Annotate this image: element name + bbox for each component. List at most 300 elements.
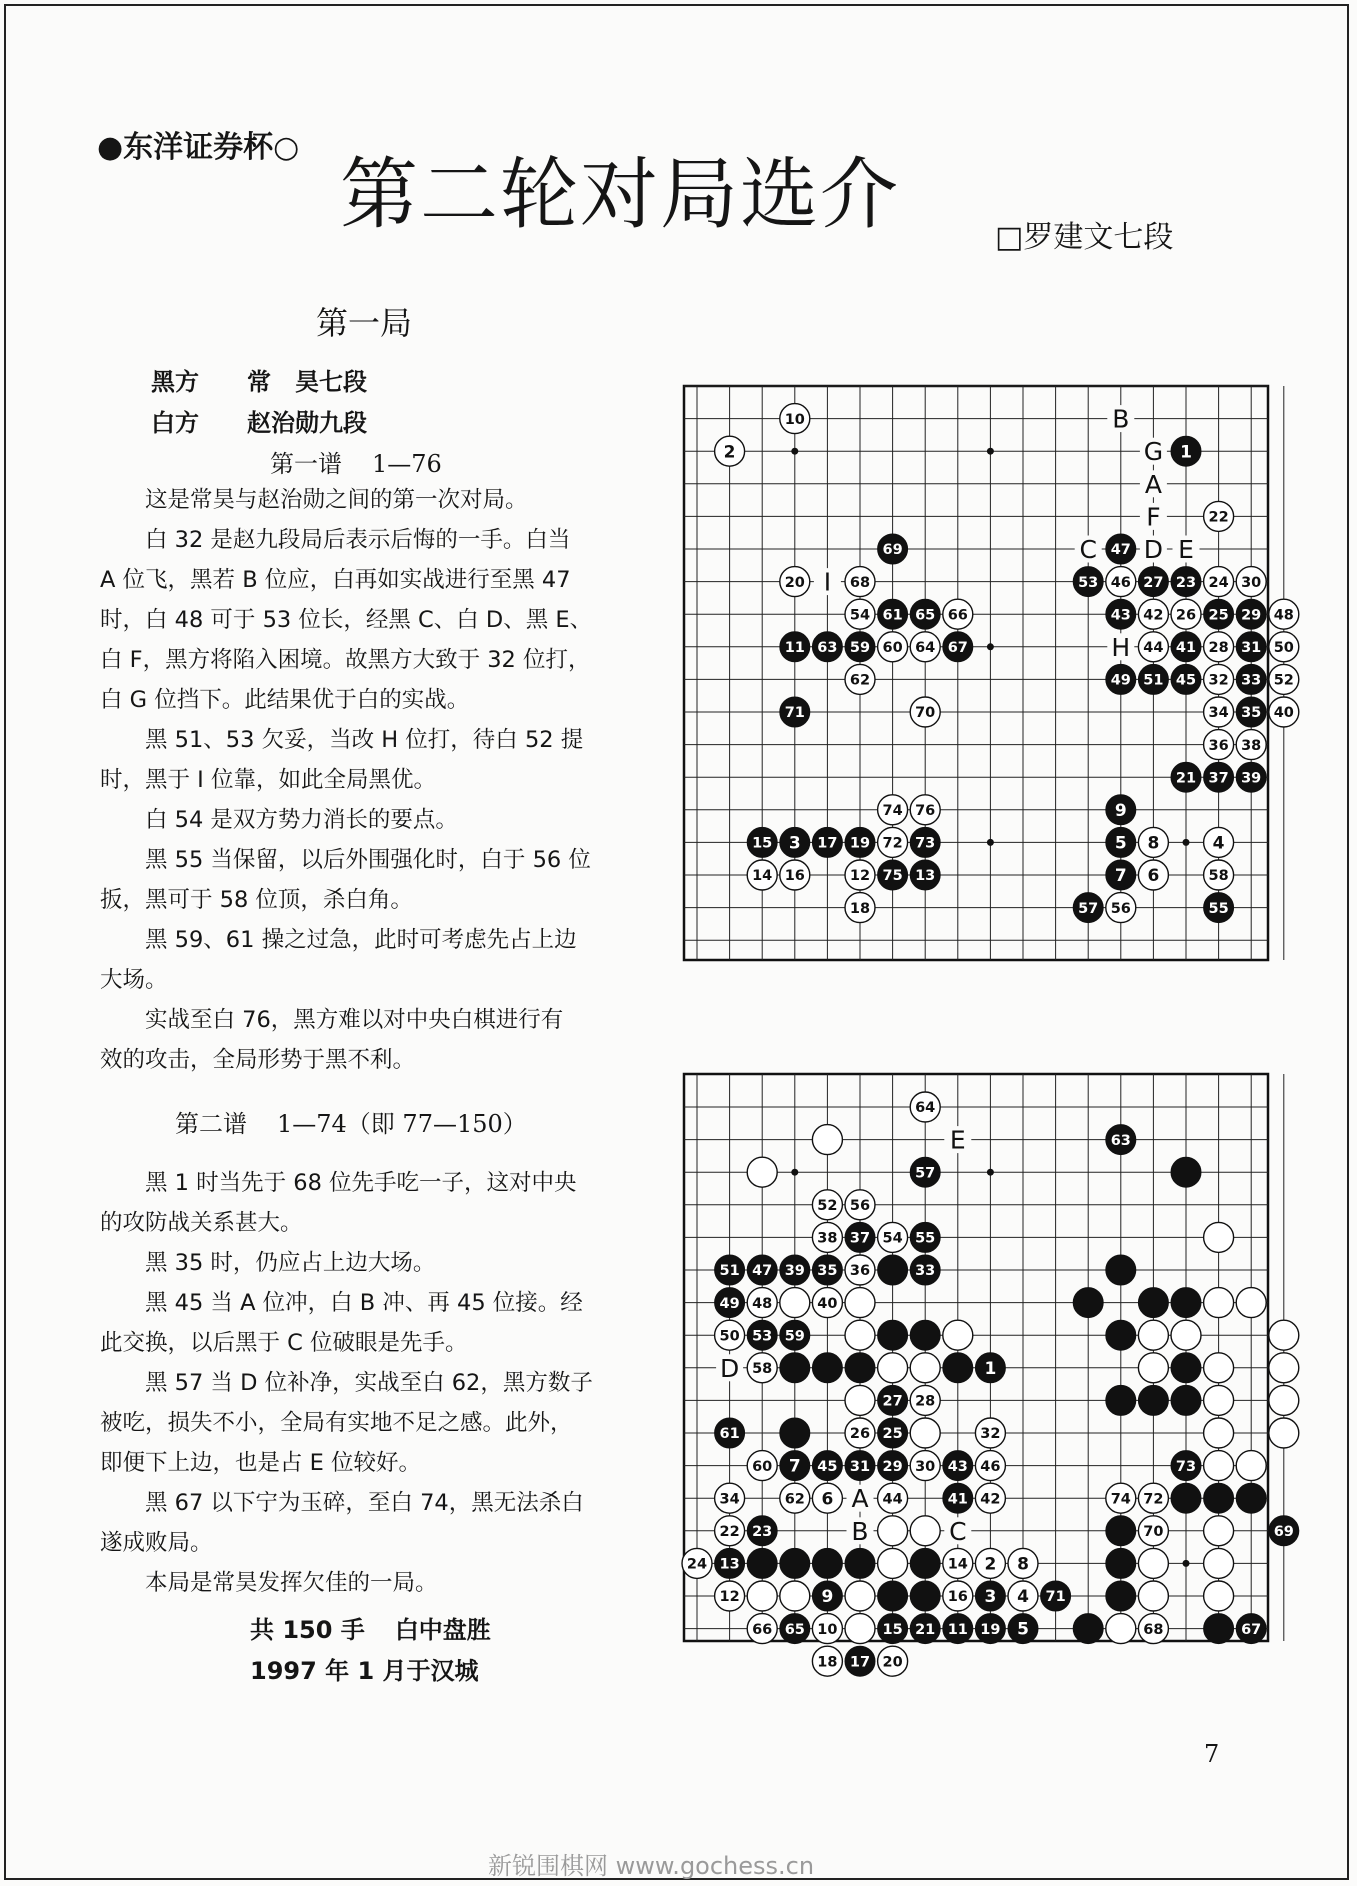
stone-label: 62 — [849, 672, 871, 689]
white-stone — [1204, 632, 1234, 662]
stone-label: 51 — [1143, 672, 1164, 689]
stone-label: 37 — [1208, 770, 1229, 787]
white-stone — [1204, 567, 1234, 597]
white-stone — [747, 1353, 777, 1383]
white-stone — [845, 1581, 875, 1611]
stone-label: 33 — [915, 1263, 936, 1280]
game-heading: 第一局 — [316, 304, 413, 342]
commentary-line: 大场。 — [100, 967, 168, 993]
black-stone — [812, 632, 842, 662]
stone-label: 32 — [1208, 672, 1229, 689]
stone-label: 43 — [947, 1458, 968, 1475]
stone-label: 11 — [784, 640, 805, 657]
stone-label: 74 — [882, 803, 903, 820]
stone-label: 57 — [915, 1165, 936, 1182]
stone-label: 5 — [1017, 1619, 1029, 1640]
stone-label: 21 — [915, 1621, 936, 1638]
white-stone — [878, 1483, 908, 1513]
white-stone — [1204, 1451, 1234, 1481]
black-stone — [943, 1483, 973, 1513]
stone-label: 60 — [752, 1458, 773, 1475]
stone-label: 36 — [849, 1263, 871, 1280]
black-stone — [1138, 1385, 1168, 1415]
white-stone — [1204, 1222, 1234, 1252]
white-stone — [1236, 1451, 1266, 1481]
black-stone — [878, 1255, 908, 1285]
stone-label: 64 — [915, 640, 936, 657]
black-stone — [975, 1353, 1005, 1383]
white-stone — [812, 1288, 842, 1318]
stone-label: 23 — [1175, 574, 1197, 591]
commentary-line: A 位飞，黑若 B 位应，白再如实战进行至黑 47 — [100, 567, 571, 593]
white-stone — [1138, 1614, 1168, 1644]
white-stone — [910, 1516, 940, 1546]
white-stone — [845, 1255, 875, 1285]
stone-label: 54 — [882, 1230, 903, 1247]
stone-label: 65 — [784, 1621, 805, 1638]
white-stone — [812, 1125, 842, 1155]
point-marker — [1140, 502, 1167, 531]
stone-label: 5 — [1114, 833, 1127, 854]
white-stone — [845, 599, 875, 629]
white-stone — [747, 1288, 777, 1318]
white-stone — [975, 1418, 1005, 1448]
white-stone — [1204, 664, 1234, 694]
stone-label: 27 — [1143, 574, 1164, 591]
black-stone — [1171, 1385, 1201, 1415]
black-stone — [1171, 762, 1201, 792]
black-stone — [910, 1581, 940, 1611]
stone-label: 39 — [784, 1263, 805, 1280]
white-stone — [1138, 1483, 1168, 1513]
white-stone — [878, 1222, 908, 1252]
stone-label: 43 — [1110, 607, 1131, 624]
white-stone — [845, 1385, 875, 1415]
black-stone — [1106, 795, 1136, 825]
page-title: 第二轮对局选介 — [340, 150, 901, 240]
stone-label: 44 — [1143, 640, 1164, 657]
stone-label: 24 — [686, 1556, 708, 1573]
white-stone — [747, 1581, 777, 1611]
white-stone — [910, 1451, 940, 1481]
black-stone — [1236, 762, 1266, 792]
go-diagram-1 — [680, 380, 1294, 980]
white-stone — [1204, 1581, 1234, 1611]
white-stone — [780, 567, 810, 597]
white-stone — [943, 1581, 973, 1611]
stone-label: 6 — [1147, 866, 1160, 887]
chart2-commentary — [100, 1163, 640, 1603]
white-stone — [845, 664, 875, 694]
black-stone — [1106, 1125, 1136, 1155]
stone-label: 71 — [784, 705, 805, 722]
white-stone — [1138, 1581, 1168, 1611]
stone-label: B — [851, 1516, 869, 1546]
stone-label: 14 — [947, 1556, 968, 1573]
white-stone — [878, 1516, 908, 1546]
stone-label: 30 — [915, 1458, 936, 1475]
black-stone — [1236, 664, 1266, 694]
white-stone — [878, 1353, 908, 1383]
stone-label: 73 — [915, 835, 936, 852]
stone-label: 37 — [849, 1230, 871, 1247]
white-stone — [975, 1483, 1005, 1513]
black-stone — [812, 827, 842, 857]
black-stone — [1106, 1385, 1136, 1415]
white-stone — [1269, 664, 1299, 694]
black-stone — [878, 1320, 908, 1350]
black-stone — [1106, 664, 1136, 694]
stone-label: 47 — [1110, 542, 1131, 559]
commentary-line: 效的攻击，全局形势于黑不利。 — [100, 1047, 416, 1073]
commentary-line: 黑 51、53 欠妥，当改 H 位打，待白 52 提 — [145, 727, 584, 753]
white-stone — [1269, 1320, 1299, 1350]
stone-label: 63 — [817, 640, 838, 657]
black-label: 黑方 — [151, 368, 199, 396]
white-stone — [975, 1548, 1005, 1578]
black-stone — [878, 1614, 908, 1644]
white-stone — [878, 1548, 908, 1578]
stone-label: 67 — [1241, 1621, 1262, 1638]
black-player-line — [151, 362, 367, 397]
stone-label: 68 — [1143, 1621, 1164, 1638]
stone-label: 10 — [817, 1621, 838, 1638]
white-stone — [1204, 1516, 1234, 1546]
white-stone — [682, 1548, 712, 1578]
stone-label: 19 — [849, 835, 871, 852]
stone-label: 17 — [849, 1654, 871, 1671]
white-stone — [780, 1483, 810, 1513]
black-stone — [1138, 664, 1168, 694]
stone-label: 22 — [1208, 509, 1229, 526]
black-stone — [910, 599, 940, 629]
date-place: 1997 年 1 月于汉城 — [250, 1657, 479, 1685]
stone-label: 29 — [882, 1458, 903, 1475]
white-stone — [1138, 1320, 1168, 1350]
stone-label: 73 — [1175, 1458, 1197, 1475]
commentary-line: 黑 57 当 D 位补净，实战至白 62，黑方数子 — [145, 1370, 593, 1396]
commentary-line: 黑 1 时当先于 68 位先手吃一子，这对中央 — [145, 1170, 577, 1196]
go-diagram-2 — [680, 1060, 1294, 1680]
white-stone — [1106, 1614, 1136, 1644]
chart1-commentary — [100, 480, 640, 1080]
black-stone — [1106, 860, 1136, 890]
stone-label: 31 — [1241, 640, 1262, 657]
stone-label: A — [851, 1484, 869, 1514]
stone-label: D — [719, 1353, 740, 1383]
stone-label: 57 — [1078, 900, 1099, 917]
stone-label: 35 — [817, 1263, 838, 1280]
stone-label: I — [823, 567, 832, 597]
black-stone — [1171, 1451, 1201, 1481]
black-stone — [1073, 567, 1103, 597]
stone-label: D — [1143, 535, 1164, 564]
black-stone — [780, 1255, 810, 1285]
star-point — [987, 839, 994, 846]
stone-label: 18 — [817, 1654, 838, 1671]
stone-label: 53 — [1078, 574, 1099, 591]
black-stone — [1106, 599, 1136, 629]
stone-label: 14 — [752, 868, 773, 885]
black-stone — [910, 1614, 940, 1644]
white-stone — [1138, 599, 1168, 629]
stone-label: 59 — [784, 1328, 805, 1345]
stone-label: 46 — [980, 1458, 1001, 1475]
stone-label: 44 — [882, 1491, 903, 1508]
stone-label: 32 — [980, 1426, 1001, 1443]
stone-label: 2 — [984, 1554, 997, 1575]
black-stone — [780, 1548, 810, 1578]
white-stone — [812, 1483, 842, 1513]
black-stone — [1204, 762, 1234, 792]
black-stone — [812, 1353, 842, 1383]
black-player-name: 常 昊七段 — [247, 368, 367, 396]
black-stone — [1171, 664, 1201, 694]
stone-label: 61 — [882, 607, 903, 624]
stone-label: 35 — [1241, 705, 1262, 722]
white-stone — [845, 1418, 875, 1448]
stone-label: 58 — [752, 1361, 773, 1378]
white-stone — [1204, 827, 1234, 857]
white-stone — [1204, 1385, 1234, 1415]
stone-label: 55 — [1208, 900, 1229, 917]
stone-label: 48 — [752, 1295, 773, 1312]
stone-label: 61 — [719, 1426, 740, 1443]
black-stone — [1171, 436, 1201, 466]
black-stone — [910, 1222, 940, 1252]
white-stone — [1269, 1418, 1299, 1448]
stone-label: 50 — [719, 1328, 740, 1345]
black-stone — [878, 860, 908, 890]
chart2-heading — [175, 1104, 527, 1139]
white-stone — [747, 1451, 777, 1481]
white-label: 白方 — [151, 409, 199, 437]
black-stone — [1204, 1483, 1234, 1513]
white-stone — [910, 1092, 940, 1122]
white-stone — [715, 1320, 745, 1350]
black-stone — [878, 1385, 908, 1415]
stone-label: E — [1178, 535, 1194, 564]
stone-label: 67 — [947, 640, 968, 657]
black-stone — [975, 1581, 1005, 1611]
black-stone — [1073, 1614, 1103, 1644]
point-marker — [944, 1126, 971, 1155]
stone-label: 58 — [1208, 868, 1229, 885]
footer-watermark: 新锐围棋网 www.gochess.cn — [488, 1852, 815, 1880]
black-stone — [1106, 1581, 1136, 1611]
white-stone — [1236, 730, 1266, 760]
black-stone — [1171, 1353, 1201, 1383]
stone-label: 49 — [1110, 672, 1131, 689]
star-point — [791, 1169, 798, 1176]
black-stone — [1171, 567, 1201, 597]
black-stone — [845, 1222, 875, 1252]
commentary-line: 黑 67 以下宁为玉碎，至白 74，黑无法杀白 — [145, 1490, 584, 1516]
white-stone — [1269, 599, 1299, 629]
white-stone — [845, 1190, 875, 1220]
stone-label: 29 — [1241, 607, 1262, 624]
stone-label: 55 — [915, 1230, 936, 1247]
commentary-line: 白 F，黑方将陷入困境。故黑方大致于 32 位打， — [100, 647, 591, 673]
stone-label: 40 — [817, 1295, 838, 1312]
game-result — [250, 1610, 491, 1645]
black-stone — [910, 1548, 940, 1578]
white-stone — [780, 1288, 810, 1318]
black-stone — [910, 1255, 940, 1285]
stone-label: 56 — [1110, 900, 1131, 917]
commentary-line: 时，黑于 I 位靠，如此全局黑优。 — [100, 767, 436, 793]
white-stone — [1236, 567, 1266, 597]
star-point — [987, 643, 994, 650]
black-stone — [1073, 1288, 1103, 1318]
stone-label: 25 — [882, 1426, 903, 1443]
total-moves: 共 150 手 — [250, 1616, 365, 1644]
commentary-line: 白 32 是赵九段局后表示后悔的一手。白当 — [145, 527, 571, 553]
commentary-line: 黑 55 当保留，以后外围强化时，白于 56 位 — [145, 847, 591, 873]
white-stone — [910, 795, 940, 825]
stone-label: 16 — [947, 1589, 968, 1606]
stone-label: 74 — [1110, 1491, 1131, 1508]
stone-label: 65 — [915, 607, 936, 624]
white-stone — [845, 1614, 875, 1644]
black-stone — [943, 1353, 973, 1383]
stone-label: 7 — [788, 1456, 801, 1477]
point-marker — [847, 1484, 874, 1513]
stone-label: 69 — [882, 542, 903, 559]
stone-label: 49 — [719, 1295, 740, 1312]
white-stone — [943, 599, 973, 629]
stone-label: 12 — [849, 868, 871, 885]
stone-label: 26 — [849, 1426, 871, 1443]
stone-label: C — [1079, 535, 1097, 564]
chart2-title: 第二谱 — [175, 1110, 247, 1138]
white-player-name: 赵治勋九段 — [247, 409, 367, 437]
stone-label: 13 — [915, 868, 936, 885]
black-stone — [780, 632, 810, 662]
point-marker — [1075, 535, 1102, 564]
black-stone — [1106, 1320, 1136, 1350]
stone-label: 21 — [1175, 770, 1197, 787]
stone-label: 19 — [980, 1621, 1001, 1638]
stone-label: 24 — [1208, 574, 1229, 591]
point-marker — [1107, 633, 1134, 662]
stone-label: 56 — [849, 1198, 871, 1215]
black-stone — [780, 1320, 810, 1350]
black-stone — [1236, 1614, 1266, 1644]
stone-label: 34 — [719, 1491, 740, 1508]
black-stone — [1171, 632, 1201, 662]
stone-label: 3 — [788, 833, 801, 854]
stone-label: 60 — [882, 640, 903, 657]
white-stone — [715, 1581, 745, 1611]
stone-label: 34 — [1208, 705, 1229, 722]
white-stone — [910, 697, 940, 727]
stone-label: 54 — [849, 607, 871, 624]
chart2-range: 1—74（即 77—150） — [277, 1110, 527, 1138]
stone-label: 72 — [1143, 1491, 1164, 1508]
stone-label: 36 — [1208, 737, 1229, 754]
stone-label: 59 — [849, 640, 871, 657]
black-stone — [910, 860, 940, 890]
white-stone — [1204, 1418, 1234, 1448]
stone-label: 18 — [849, 900, 871, 917]
stone-label: 28 — [915, 1393, 936, 1410]
black-stone — [1171, 1288, 1201, 1318]
white-stone — [780, 1581, 810, 1611]
star-point — [987, 448, 994, 455]
white-stone — [975, 1451, 1005, 1481]
commentary-line: 这是常昊与赵治勋之间的第一次对局。 — [145, 487, 528, 513]
black-stone — [910, 1320, 940, 1350]
stone-label: C — [949, 1516, 967, 1546]
stone-label: 69 — [1273, 1524, 1294, 1541]
stone-label: 76 — [915, 803, 936, 820]
stone-label: 4 — [1017, 1587, 1029, 1608]
black-stone — [715, 1288, 745, 1318]
commentary-line: 黑 59、61 操之过急，此时可考虑先占上边 — [145, 927, 577, 953]
black-stone — [780, 1451, 810, 1481]
white-stone — [1171, 599, 1201, 629]
black-stone — [715, 1548, 745, 1578]
stone-label: 50 — [1273, 640, 1294, 657]
black-stone — [780, 1418, 810, 1448]
star-point — [1183, 839, 1190, 846]
point-marker — [1140, 535, 1167, 564]
black-stone — [845, 1353, 875, 1383]
white-stone — [845, 860, 875, 890]
black-stone — [1041, 1581, 1071, 1611]
white-stone — [1106, 1483, 1136, 1513]
stone-label: 71 — [1045, 1589, 1066, 1606]
black-stone — [1008, 1614, 1038, 1644]
stone-label: 8 — [1017, 1554, 1029, 1575]
black-stone — [975, 1614, 1005, 1644]
point-marker — [1173, 535, 1200, 564]
black-stone — [715, 1255, 745, 1285]
stone-label: 45 — [817, 1458, 838, 1475]
stone-label: 38 — [1241, 737, 1262, 754]
white-stone — [715, 436, 745, 466]
stone-label: 28 — [1208, 640, 1229, 657]
winner: 白中盘胜 — [394, 1616, 491, 1644]
black-stone — [943, 1614, 973, 1644]
stone-label: 42 — [1143, 607, 1164, 624]
white-stone — [812, 1222, 842, 1252]
point-marker — [814, 568, 841, 597]
stone-label: 70 — [1143, 1524, 1164, 1541]
white-stone — [1204, 501, 1234, 531]
black-stone — [715, 1418, 745, 1448]
stone-label: 53 — [752, 1328, 773, 1345]
black-stone — [747, 1255, 777, 1285]
black-stone — [1204, 893, 1234, 923]
white-stone — [715, 1483, 745, 1513]
stone-label: 46 — [1110, 574, 1131, 591]
black-stone — [1204, 1614, 1234, 1644]
white-stone — [1171, 1320, 1201, 1350]
white-stone — [1269, 1353, 1299, 1383]
black-stone — [878, 599, 908, 629]
black-stone — [812, 1548, 842, 1578]
stone-label: 40 — [1273, 705, 1294, 722]
white-stone — [845, 1288, 875, 1318]
white-stone — [1138, 827, 1168, 857]
black-stone — [1073, 893, 1103, 923]
white-stone — [910, 1385, 940, 1415]
stone-label: 26 — [1175, 607, 1197, 624]
white-stone — [845, 893, 875, 923]
black-stone — [747, 1516, 777, 1546]
